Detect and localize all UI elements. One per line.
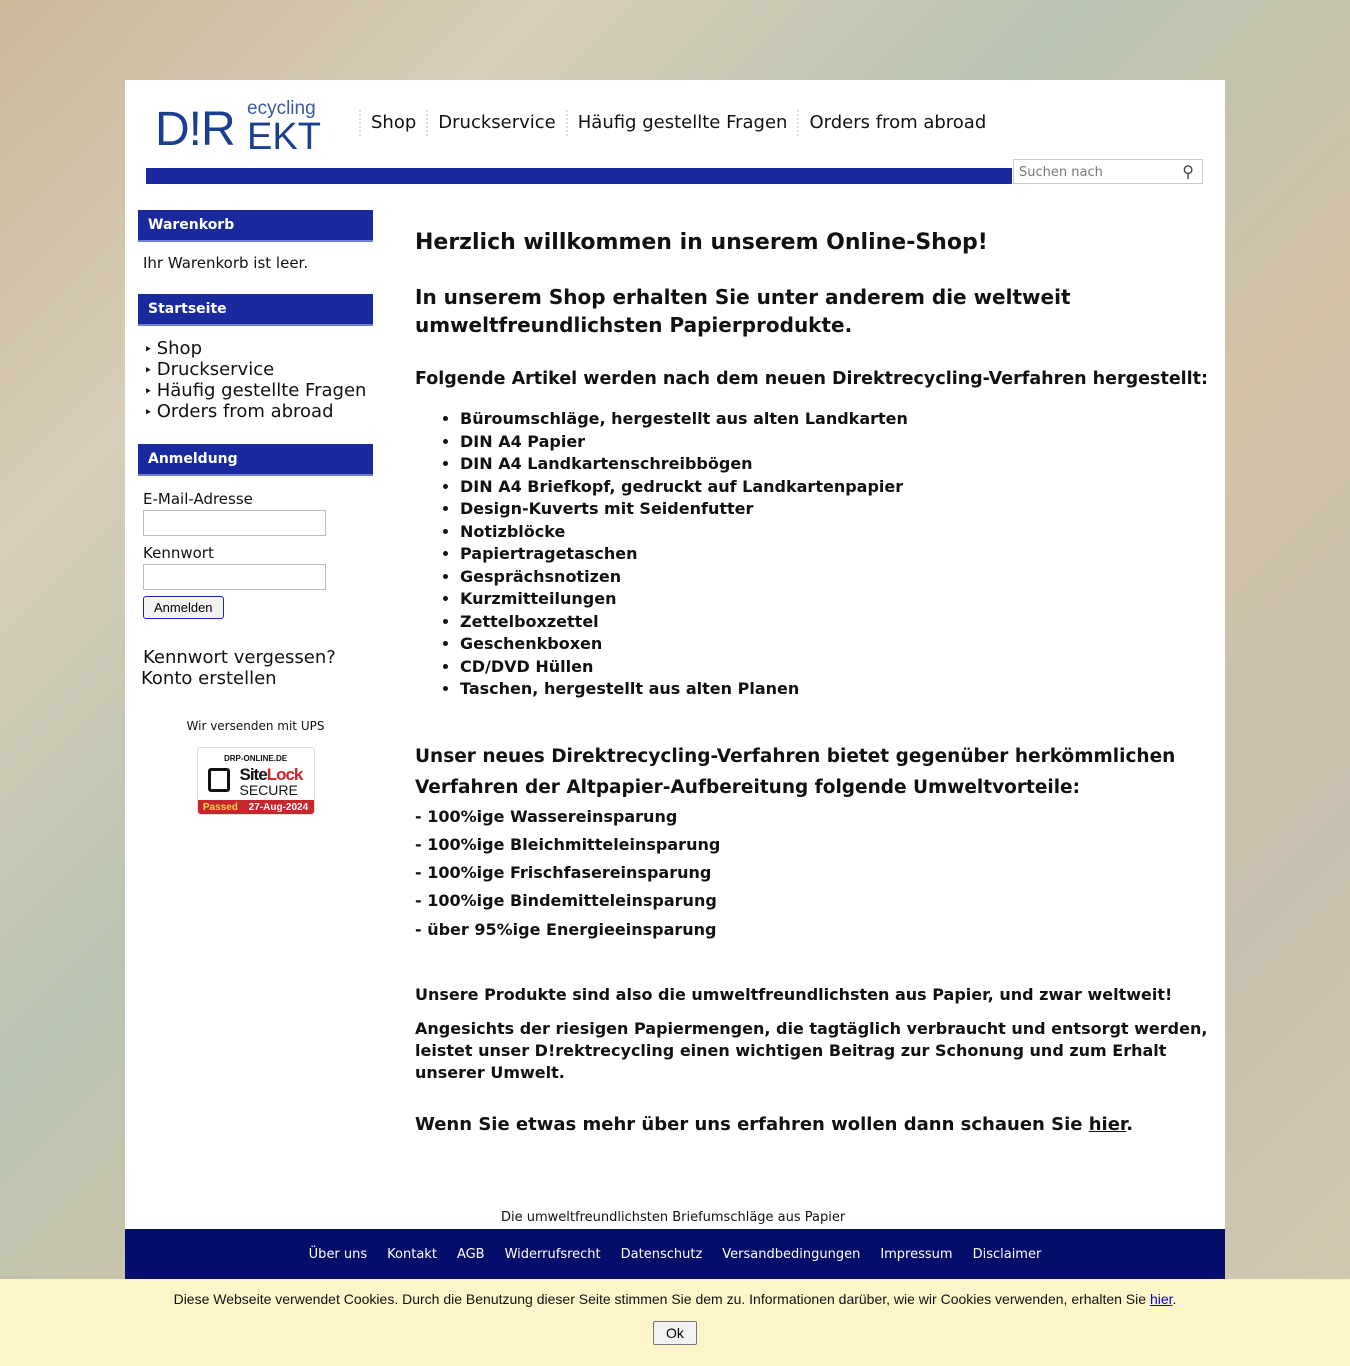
password-field[interactable] [143, 564, 326, 590]
footer-contact[interactable]: Kontakt [387, 1246, 437, 1262]
logo-tail: EKT [247, 116, 321, 158]
advantage-item: - über 95%ige Energieeinsparung [415, 919, 717, 939]
badge-secure: SECURE [239, 782, 298, 798]
page-container [125, 80, 1225, 1280]
conclusion-1: Unsere Produkte sind also die umweltfreundlichsten aus Papier, und zwar weltweit! [415, 984, 1173, 1004]
more-info-link[interactable]: hier [1088, 1113, 1127, 1135]
article-item: • CD/DVD Hüllen [460, 656, 1215, 679]
sitelock-badge[interactable] [197, 747, 315, 815]
search-icon[interactable]: ⚲ [1182, 162, 1194, 181]
article-item: • DIN A4 Landkartenschreibbögen [460, 453, 1215, 476]
cookie-banner [0, 1279, 1350, 1366]
sidebar-item-shop[interactable]: ‣ Shop [144, 338, 373, 359]
nav-shop[interactable]: Shop [359, 110, 426, 136]
login-button[interactable]: Anmelden [143, 596, 224, 619]
article-item: • Geschenkboxen [460, 633, 1215, 656]
badge-passed: Passed [202, 801, 238, 813]
article-item: • Taschen, hergestellt aus alten Planen [460, 678, 1215, 701]
article-item: • Kurzmitteilungen [460, 588, 1215, 611]
badge-date: 27-Aug-2024 [248, 801, 309, 813]
cart-heading: Warenkorb [138, 210, 373, 242]
advantage-item: - 100%ige Wassereinsparung [415, 806, 678, 826]
sidebar-links [138, 338, 373, 422]
footer-disclaimer[interactable]: Disclaimer [972, 1246, 1042, 1262]
footer-withdrawal[interactable]: Widerrufsrecht [504, 1246, 601, 1262]
search-placeholder: Suchen nach [1019, 165, 1103, 180]
footer-imprint[interactable]: Impressum [880, 1246, 953, 1262]
advantages-heading: Unser neues Direktrecycling-Verfahren bietet gegenüber herkömmlichen Verfahren der Altpapier-Aufbereitung folgende Umweltvorteile: [415, 745, 1176, 798]
cookie-ok-button[interactable]: Ok [653, 1321, 697, 1345]
advantages-list [415, 803, 1215, 944]
conclusion-2: Angesichts der riesigen Papiermengen, die tagtäglich verbraucht und entsorgt werden, leistet unser D!rektrecycling einen wichtigen Beitrag zur Schonung und zum Erhalt unserer Umwelt. [415, 1018, 1208, 1082]
ups-text: Wir versenden mit UPS [186, 719, 325, 733]
intro-heading: In unserem Shop erhalten Sie unter anderem die weltweit umweltfreundlichsten Papierprodukte. [415, 285, 1071, 337]
footer-privacy[interactable]: Datenschutz [620, 1246, 703, 1262]
main-content [415, 230, 1215, 1148]
page-title: Herzlich willkommen in unserem Online-Shop! [415, 230, 988, 255]
article-item: • Gesprächsnotizen [460, 566, 1215, 589]
header-bar [146, 168, 1012, 184]
advantage-item: - 100%ige Bleichmitteleinsparung [415, 834, 721, 854]
sidebar-item-faq[interactable]: ‣ Häufig gestellte Fragen [144, 380, 373, 401]
advantage-item: - 100%ige Bindemitteleinsparung [415, 891, 717, 911]
cookie-text: Diese Webseite verwendet Cookies. Durch die Benutzung dieser Seite stimmen Sie dem zu. Informationen darüber, wie wir Cookies verwenden, erhalten Sie [173, 1291, 1150, 1307]
cookie-info-link[interactable]: hier [1149, 1291, 1173, 1307]
lock-icon [208, 768, 230, 792]
logo-main: D!R [155, 103, 235, 156]
sidebar-item-orders-abroad[interactable]: ‣ Orders from abroad [144, 401, 373, 422]
article-item: • Papiertragetaschen [460, 543, 1215, 566]
top-nav [359, 110, 996, 136]
email-field[interactable] [143, 510, 326, 536]
more-info [415, 1114, 1215, 1136]
nav-druckservice[interactable]: Druckservice [426, 110, 565, 136]
sidebar-item-druckservice[interactable]: ‣ Druckservice [144, 359, 373, 380]
article-item: • Zettelboxzettel [460, 611, 1215, 634]
nav-faq[interactable]: Häufig gestellte Fragen [566, 110, 798, 136]
badge-brand: Site [239, 765, 267, 784]
article-item: • DIN A4 Briefkopf, gedruckt auf Landkartenpapier [460, 476, 1215, 499]
password-label: Kennwort [143, 544, 214, 562]
footer-about[interactable]: Über uns [308, 1246, 368, 1262]
image-caption: Die umweltfreundlichsten Briefumschläge aus Papier [501, 1210, 846, 1225]
badge-brand-lock: Lock [266, 765, 303, 784]
sidebar [138, 210, 373, 815]
home-heading: Startseite [138, 294, 373, 326]
more-info-end: . [1126, 1113, 1134, 1135]
logo-sub: ecycling [247, 98, 316, 119]
logo[interactable] [155, 98, 325, 158]
article-item: • Notizblöcke [460, 521, 1215, 544]
article-item: • DIN A4 Papier [460, 431, 1215, 454]
footer-shipping[interactable]: Versandbedingungen [722, 1246, 861, 1262]
register-link[interactable]: Konto erstellen [141, 668, 277, 689]
login-heading: Anmeldung [138, 444, 373, 476]
email-label: E-Mail-Adresse [143, 490, 253, 508]
cart-status: Ihr Warenkorb ist leer. [143, 254, 309, 272]
search-input[interactable] [1013, 159, 1203, 184]
article-item: • Büroumschläge, hergestellt aus alten Landkarten [460, 408, 1215, 431]
more-info-text: Wenn Sie etwas mehr über uns erfahren wollen dann schauen Sie [415, 1113, 1089, 1135]
article-item: • Design-Kuverts mit Seidenfutter [460, 498, 1215, 521]
articles-heading: Folgende Artikel werden nach dem neuen Direktrecycling-Verfahren hergestellt: [415, 369, 1209, 389]
advantage-item: - 100%ige Frischfasereinsparung [415, 863, 712, 883]
articles-list [415, 408, 1215, 701]
cookie-text-end: . [1172, 1291, 1177, 1307]
nav-orders-abroad[interactable]: Orders from abroad [797, 110, 996, 136]
footer [125, 1229, 1225, 1279]
forgot-password-link[interactable]: Kennwort vergessen? [143, 647, 336, 668]
footer-agb[interactable]: AGB [456, 1246, 485, 1262]
badge-domain: DRP-ONLINE.DE [223, 754, 288, 763]
